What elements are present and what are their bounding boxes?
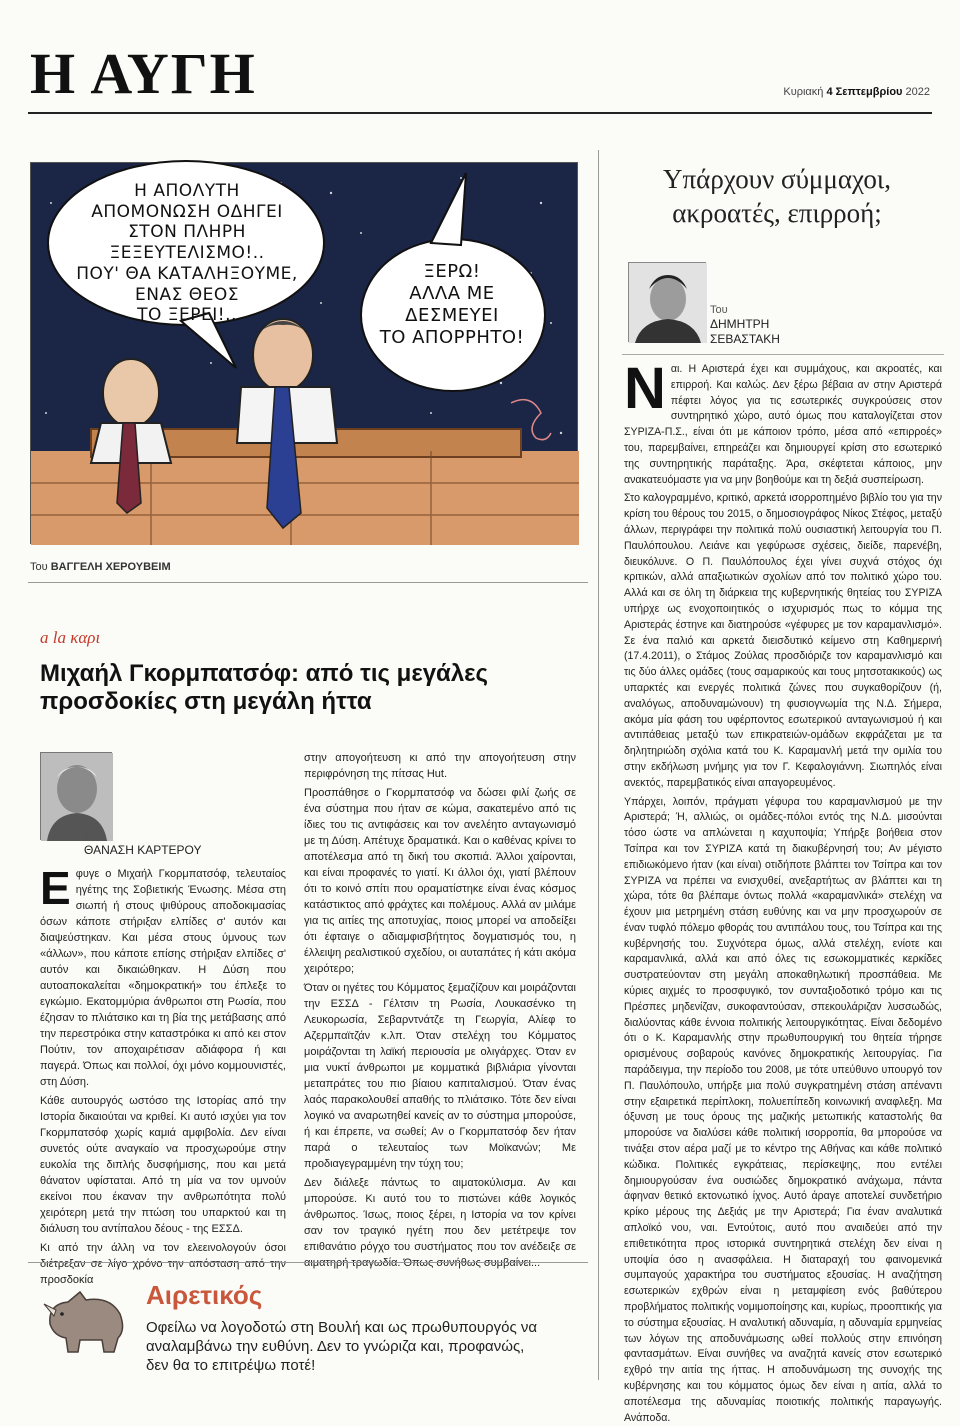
divider xyxy=(622,354,944,355)
left-author-name: ΘΑΝΑΣΗ ΚΑΡΤΕΡΟΥ xyxy=(84,843,202,858)
cartoon-credit xyxy=(30,561,171,573)
newspaper-masthead: Η ΑΥΓΗ xyxy=(30,41,257,106)
date-day-month: 4 Σεπτεμβρίου xyxy=(826,86,903,98)
paragraph: Κάθε αυτουργός ωστόσο της Ιστορίας από την Ιστορία δικαιούται να κριθεί. Κι αυτό ισχύει για τον Γκορμπατσόφ χωρίς καμιά αμφιβολία. Δεν είναι συνετός ούτε αναγκαίο να προσχωρούμε στην ευκολία της διπλής δυσφήμισης, που και μετά θάνατον υφίσταται. Από τη μία να τον υμνούν εκείνοι που έκαναν την ανθρωπότητα πολύ χειρότερη μετά την πτώση του υπαρκτού και τη διάλυση του αντίπαλου δέους - της ΕΣΣΔ. xyxy=(40,1095,286,1235)
dropcap: Ε xyxy=(40,862,71,914)
paragraph: στην απογοήτευση κι από την απογοήτευση στην περιφρόνηση της πίτσας Hut. xyxy=(304,752,576,780)
cartoon-credit-prefix: Του xyxy=(30,561,48,573)
right-author-prefix: Του xyxy=(710,304,728,316)
left-article-column-2 xyxy=(304,750,576,1269)
right-author-portrait xyxy=(629,263,707,343)
building-wall xyxy=(31,451,579,545)
right-article-body xyxy=(624,356,942,1424)
right-article-title: Υπάρχουν σύμμαχοι, ακροατές, επιρροή; xyxy=(663,164,891,229)
column-kicker: a la καρι xyxy=(40,628,101,647)
paragraph-text: φυγε ο Μιχαήλ Γκορμπατσόφ, τελευταίος ηγέτης της Σοβιετικής Ένωσης. Μέσα στη σιωπή ή στους ψιθύρους αποδοκιμασίας όσων κάποτε στήριξαν ελπίδες σ' αυτόν και διαψεύστηκαν. Και μέσα στους ύμνους των «άλλων», που κάποτε επίσης στήριξαν ελπίδες σ' αυτόν και δικαιώθηκαν. Η Δύση που αυτοαποκαλείται «δημοκρατική» του έπλεξε το εγκώμιο. Εκατομμύρια άνθρωποι στη Ρωσία, που έζησαν το πλιάτσικο και τη βία της μετάβασης από την περεστρόικα στην καταστρόικα κι από κει στον Πούτιν, τον αποχαιρέτισαν αδιάφορα ή και παγερά. Όπως και πολλοί, όχι μόνο κομμουνιστές, στη Δύση. xyxy=(40,868,286,1088)
column-separator xyxy=(598,150,599,1380)
right-author-byline xyxy=(710,304,820,346)
paragraph xyxy=(624,356,942,488)
cartoon-credit-name: ΒΑΓΓΕΛΗ ΧΕΡΟΥΒΕΙΜ xyxy=(50,561,171,573)
paragraph: Κι από την άλλη να τον ελεεινολογούν όσοι διέτρεξαν σε λίγο χρόνο την απόσταση από την προσδοκία xyxy=(40,1242,286,1286)
speech-bubble-right-text: ΞΕΡΩ! ΑΛΛΑ ΜΕ ΔΕΣΜΕΥΕΙ ΤΟ ΑΠΟΡΡΗΤΟ! xyxy=(379,261,525,348)
article-headline: Μιχαήλ Γκορμπατσόφ: από τις μεγάλες προσδοκίες στη μεγάλη ήττα xyxy=(40,660,489,716)
heretic-box-quote: Οφείλω να λογοδοτώ στη Βουλή και ως πρωθυπουργός να αναλαμβάνω την ευθύνη. Δεν το γνώριζα και, προφανώς, δεν θα το επιτρέψω ποτέ! xyxy=(146,1319,538,1374)
paragraph-text: αι. Η Αριστερά έχει και συμμάχους, και ακροατές, και επιρροή. Και καλώς. Δεν ξέρω βέβαια αν στην Αριστερά πέφτει λόγος για τις εσωτερικές συγκρούσεις στον συντηρητικό χώρο, αυτό όμως που καταλογίζεται στον ΣΥΡΙΖΑ-Π.Σ., είναι ότι με κάποιον τρόπο, μέσα από «επιρροές» του, παρεμβαίνει, επηρεάζει και δημιουργεί κρίση στο εσωτερικό της συντηρητικής παράταξης. Άρα, σκέφτεται κάποιος, μην ανακατευόμαστε για να μην βοηθούμε και τη δεξιά συσπείρωση. xyxy=(624,363,942,486)
author-photo xyxy=(40,752,112,840)
left-author-prefix: Του xyxy=(84,830,102,842)
paragraph: Όταν οι ηγέτες του Κόμματος ξεμαζίζουν και μοιράζονται την ΕΣΣΔ - Γέλτσιν τη Ρωσία, Λουκασένκο τη Λευκορωσία, Σεβαρντνάτζε τη Γεωργία, Αλίεφ το Αζερμπαϊτζάν κ.λπ. Όταν στελέχη του Κόμματος μοιράζονται τη λαϊκή περιουσία με ολιγάρχες. Όταν εν μια νυκτί άνθρωποι με κομματικά βιβλιάρια γίνονται μεταπράτες του πιο βίαιου καπιταλισμού. Όταν ένας λαός παρακολουθεί απαθής το πλιάτσικο. Τότε δεν είναι λογικό να αναρωτηθεί κανείς αν το σύστημα μπορούσε, ή και έπρεπε, να σωθεί; Αν ο Γκορμπατσόφ δεν ήταν παρά ο τελευταίος των Μοϊκανών; Με προδιαγεγραμμένη την τύχη του; xyxy=(304,982,576,1170)
paragraph xyxy=(40,862,286,1090)
masthead-rule xyxy=(28,112,932,114)
paragraph: Δεν διάλεξε πάντως το αιματοκύλισμα. Αν και μπορούσε. Κι αυτό του το πιστώνει κάθε λογικός άνθρωπος. Ίσως, ποιος ξέρει, η Ιστορία να τον κρίνει σαν τον τραγικό ηγέτη που δεν μετέτρεψε τον επιθανάτιο ρόγχο του συστήματος που τον ανέδειξε σε αιματηρή τραγωδία. Όπως συνήθως συμβαίνει... xyxy=(304,1177,576,1269)
issue-date xyxy=(783,86,930,98)
divider xyxy=(28,582,588,583)
left-article-column-1 xyxy=(40,862,286,1286)
paragraph: Στο καλογραμμένο, κριτικό, αρκετά ισορροπημένο βιβλίο του για την κρίση του θέρους του 2015, ο δημοσιογράφος Νίκος Στέφος, μεταξύ άλλων, περιγράφει την πολιτικά πολύ ουσιαστική λειτουργία του Π. Παυλόπουλου. Λειάνε και γεφύρωσε σχέσεις, διείδε, παρενέβη, διευκόλυνε. Ο Π. Παυλόπουλος έχει γίνει συχνά στόχος όχι κριτικών, αλλά απαξιωτικών σχολίων από τον πολιτικό χώρο του. Αλλά και σε όλη τη διάρκεια της κυβερνητικής θητείας του ΣΥΡΙΖΑ υπήρχε ως ενοχοποιητικός ο ισχυρισμός πως το κόμμα της Αριστεράς έστηνε και διατηρούσε «γέφυρες με τον καραμανλισμό». Σε ένα παλιό και αρκετά διεισδυτικό κείμενο στη Καθημερινή (17.4.2011), ο Στάμος Ζούλας προσδιόριζε τον καραμανλισμό και τις δύο άλλες ομάδες (τους σαμαρικούς και τους μητσοτακικούς) ως υπαρκτές και ενεργές πολιτικά ζώνες που συγκαθορίζουν (ή, αναλόγως, αποδυναμώνουν) τη φυσιογνωμία της Ν.Δ. Σήμερα, ακόμα μία φάση του υφέρποντος εσωτερικού ανταγωνισμού ή και αντιπάθειας μεταξύ των επικρατειών-ομάδων εκφράζεται με τα δηλητηριώδη σχόλια κατά του Κ. Καραμανλή μετά την ομιλία του στην εκδήλωση μνήμης για τον Γ. Κεφαλογιάννη. Σιωπηλός είναι ανεκτός, παρεμβατικός είναι απαγορευμένος. xyxy=(624,492,942,789)
heretic-box-title: Αιρετικός xyxy=(146,1280,263,1310)
right-author-photo xyxy=(628,262,706,342)
date-weekday: Κυριακή xyxy=(783,86,824,98)
paragraph: Υπάρχει, λοιπόν, πράγματι γέφυρα του καραμανλισμού με την Αριστερά; Ή, αλλιώς, οι ομάδες-πόλοι εντός της Ν.Δ. μισούνται τόσο ώστε να απλώνεται η καχυποψία; Υπήρξε βοήθεια στον Τσίπρα και τον ΣΥΡΙΖΑ κατά τη διακυβέρνησή του; Αν μέγιστο επιδιωκόμενο ήταν (και είναι) οτιδήποτε βλάπτει τον Τσίπρα και τον ΣΥΡΙΖΑ να πρέπει να ενισχυθεί, ανεξαρτήτως αν βλάπτει και τη χώρα, τότε θα βλέπαμε όντως πολλά «καραμανλικά» στελέχη να έχουν μια μετρημένη στάση ευθύνης και να μην προσχωρούν σε έναν τυφλό πόλεμο φθοράς του αντιπάλου τους, του Τσίπρα και της κυβέρνησής του. Συχνότερα όμως, αλλά στελέχη, ενίοτε και καραμανλικά, αλλά και από όλες τις εσωκομματικές κερκίδες συστρατεύονταν στη μεγάλη αποκαθηλωτική προσπάθεια. Με κύριες αιχμές το προσφυγικό, τον συνταξιοδοτικό τρόμο και τις Πρέσπες μηδενίζαν, συκοφαντούσαν, σπεκουλάριζαν λυσσωδώς, διαλύοντας κάθε έννοια πολιτικής λειτουργικότητας. Είναι δεδομένο ότι ο Κ. Καραμανλής στην πρωθυπουργική του θητεία τήρησε ορισμένους σοβαρούς κανόνες δημοκρατικής λειτουργίας. Για παράδειγμα, την περίοδο του 2008, με τότε υπεύθυνο υπουργό τον Π. Παυλόπουλο, υπήρξε μια πολύ συγκρατημένη στάση απέναντι στην εξαιρετικά περίπλοκη, πολυεπίπεδη κοινωνική αναφλεξη. Μα όξυνση με τους όρους της μαζικής μετωπικής καταστολής θα μπορούσε να διαλύσει κάθε πολιτική ισορροπία, θα μπορούσε να τινάξει στον αέρα μαζί με το κέντρο της Αθήνας και κάθε πολιτικό κώδικα. Πολιτικές εγκράτειας, περίσκεψης, που εντέλει δημιουργούσαν ένα ουσιώδες δημοκρατικό ανάχωμα, πάντα άφηναν θετικό εκτονωτικό ίχνος. Αυτό άραγε αποτελεί συνδετήριο κρίκο μέρους της Δεξιάς με την Αριστερά; Για έναν αναλυτικά απλοϊκό νου, ναι. Εντούτοις, αυτό που αναιδεύει από την επιθετικότητα προς ιστορικά συντηρητικά στελέχη δεν είναι η υποψία όσο η ανασφάλεια. Η διαταραχή του φαινομενικά συμπαγούς χαρακτήρα του συστήματος εξουσίας. Η αναζήτηση εσωτερικών εχθρών είναι η μεταμφίεση ενός βαθύτερου προβλήματος πολιτικής νομιμοποίησης και, κυρίως, προοπτικής για το σύστημα εξουσίας. Η αναλυτική αδυναμία, η αδυναμία ερμηνείας των λόγων της αποδυνάμωσης ωθεί πολλούς στην επινόηση φαντασμάτων. Είναι συνήθες να αναζητά κανείς στον εσωτερικό εχθρό την αιτία της ήττας. Η αποδυνάμωση της συνοχής της κυβέρνησης και του κόμματος όμως δεν είναι η αιτία, αλλά το αποτέλεσμα της αδυναμίας ποιοτικής πολιτικής παραγωγής. Ανάποδα. xyxy=(624,795,942,1424)
right-author-name: ΔΗΜΗΤΡΗ ΣΕΒΑΣΤΑΚΗ xyxy=(710,317,780,346)
political-cartoon xyxy=(30,162,578,544)
rhino-icon xyxy=(40,1274,132,1356)
speech-bubble-left-text: Η ΑΠΟΛΥΤΗ ΑΠΟΜΟΝΩΣΗ ΟΔΗΓΕΙ ΣΤΟΝ ΠΛΗΡΗ ΞΕΞΕΥΤΕΛΙΣΜΟ!.. ΠΟΥ' ΘΑ ΚΑΤΑΛΗΞΟΥΜΕ, ΕΝΑΣ ΘΕΟΣ ΤΟ ΞΕΡΕΙ!.. xyxy=(76,181,298,326)
author-portrait xyxy=(41,753,113,841)
paragraph: Προσπάθησε ο Γκορμπατσόφ να δώσει φιλί ζωής σε ένα σύστημα που ήταν σε κώμα, σακατεμένο από τις ίδιες του τις αντιφάσεις και τον ανελέητο ανταγωνισμό με τη Δύση. Απέτυχε δραματικά. Και ο καθένας κρίνει το αποτέλεσμα από τη δική του σκοπιά. Άλλοι χαίρονται, και είναι προφανές το γιατί. Κι άλλοι όχι, γιατί βλέπουν ότι το κοινό σπίτι που οραματίστηκε είναι ένας κόσμος κατάστικτος από φράχτες και πολέμους. Αλλά αν μιλάμε για τις αιτίες της αποτυχίας, ποιος μπορεί να αποδείξει ότι έφταιγε ο αδιαμφισβήτητος δογματισμός του, η έλλειψη ρεαλιστικού σχεδίου, οι αυταπάτες ή κάτι ακόμα χειρότερο; xyxy=(304,787,576,975)
left-author-byline xyxy=(84,830,202,858)
dropcap: Ν xyxy=(624,356,666,421)
date-year: 2022 xyxy=(905,86,930,98)
divider xyxy=(28,1262,588,1263)
